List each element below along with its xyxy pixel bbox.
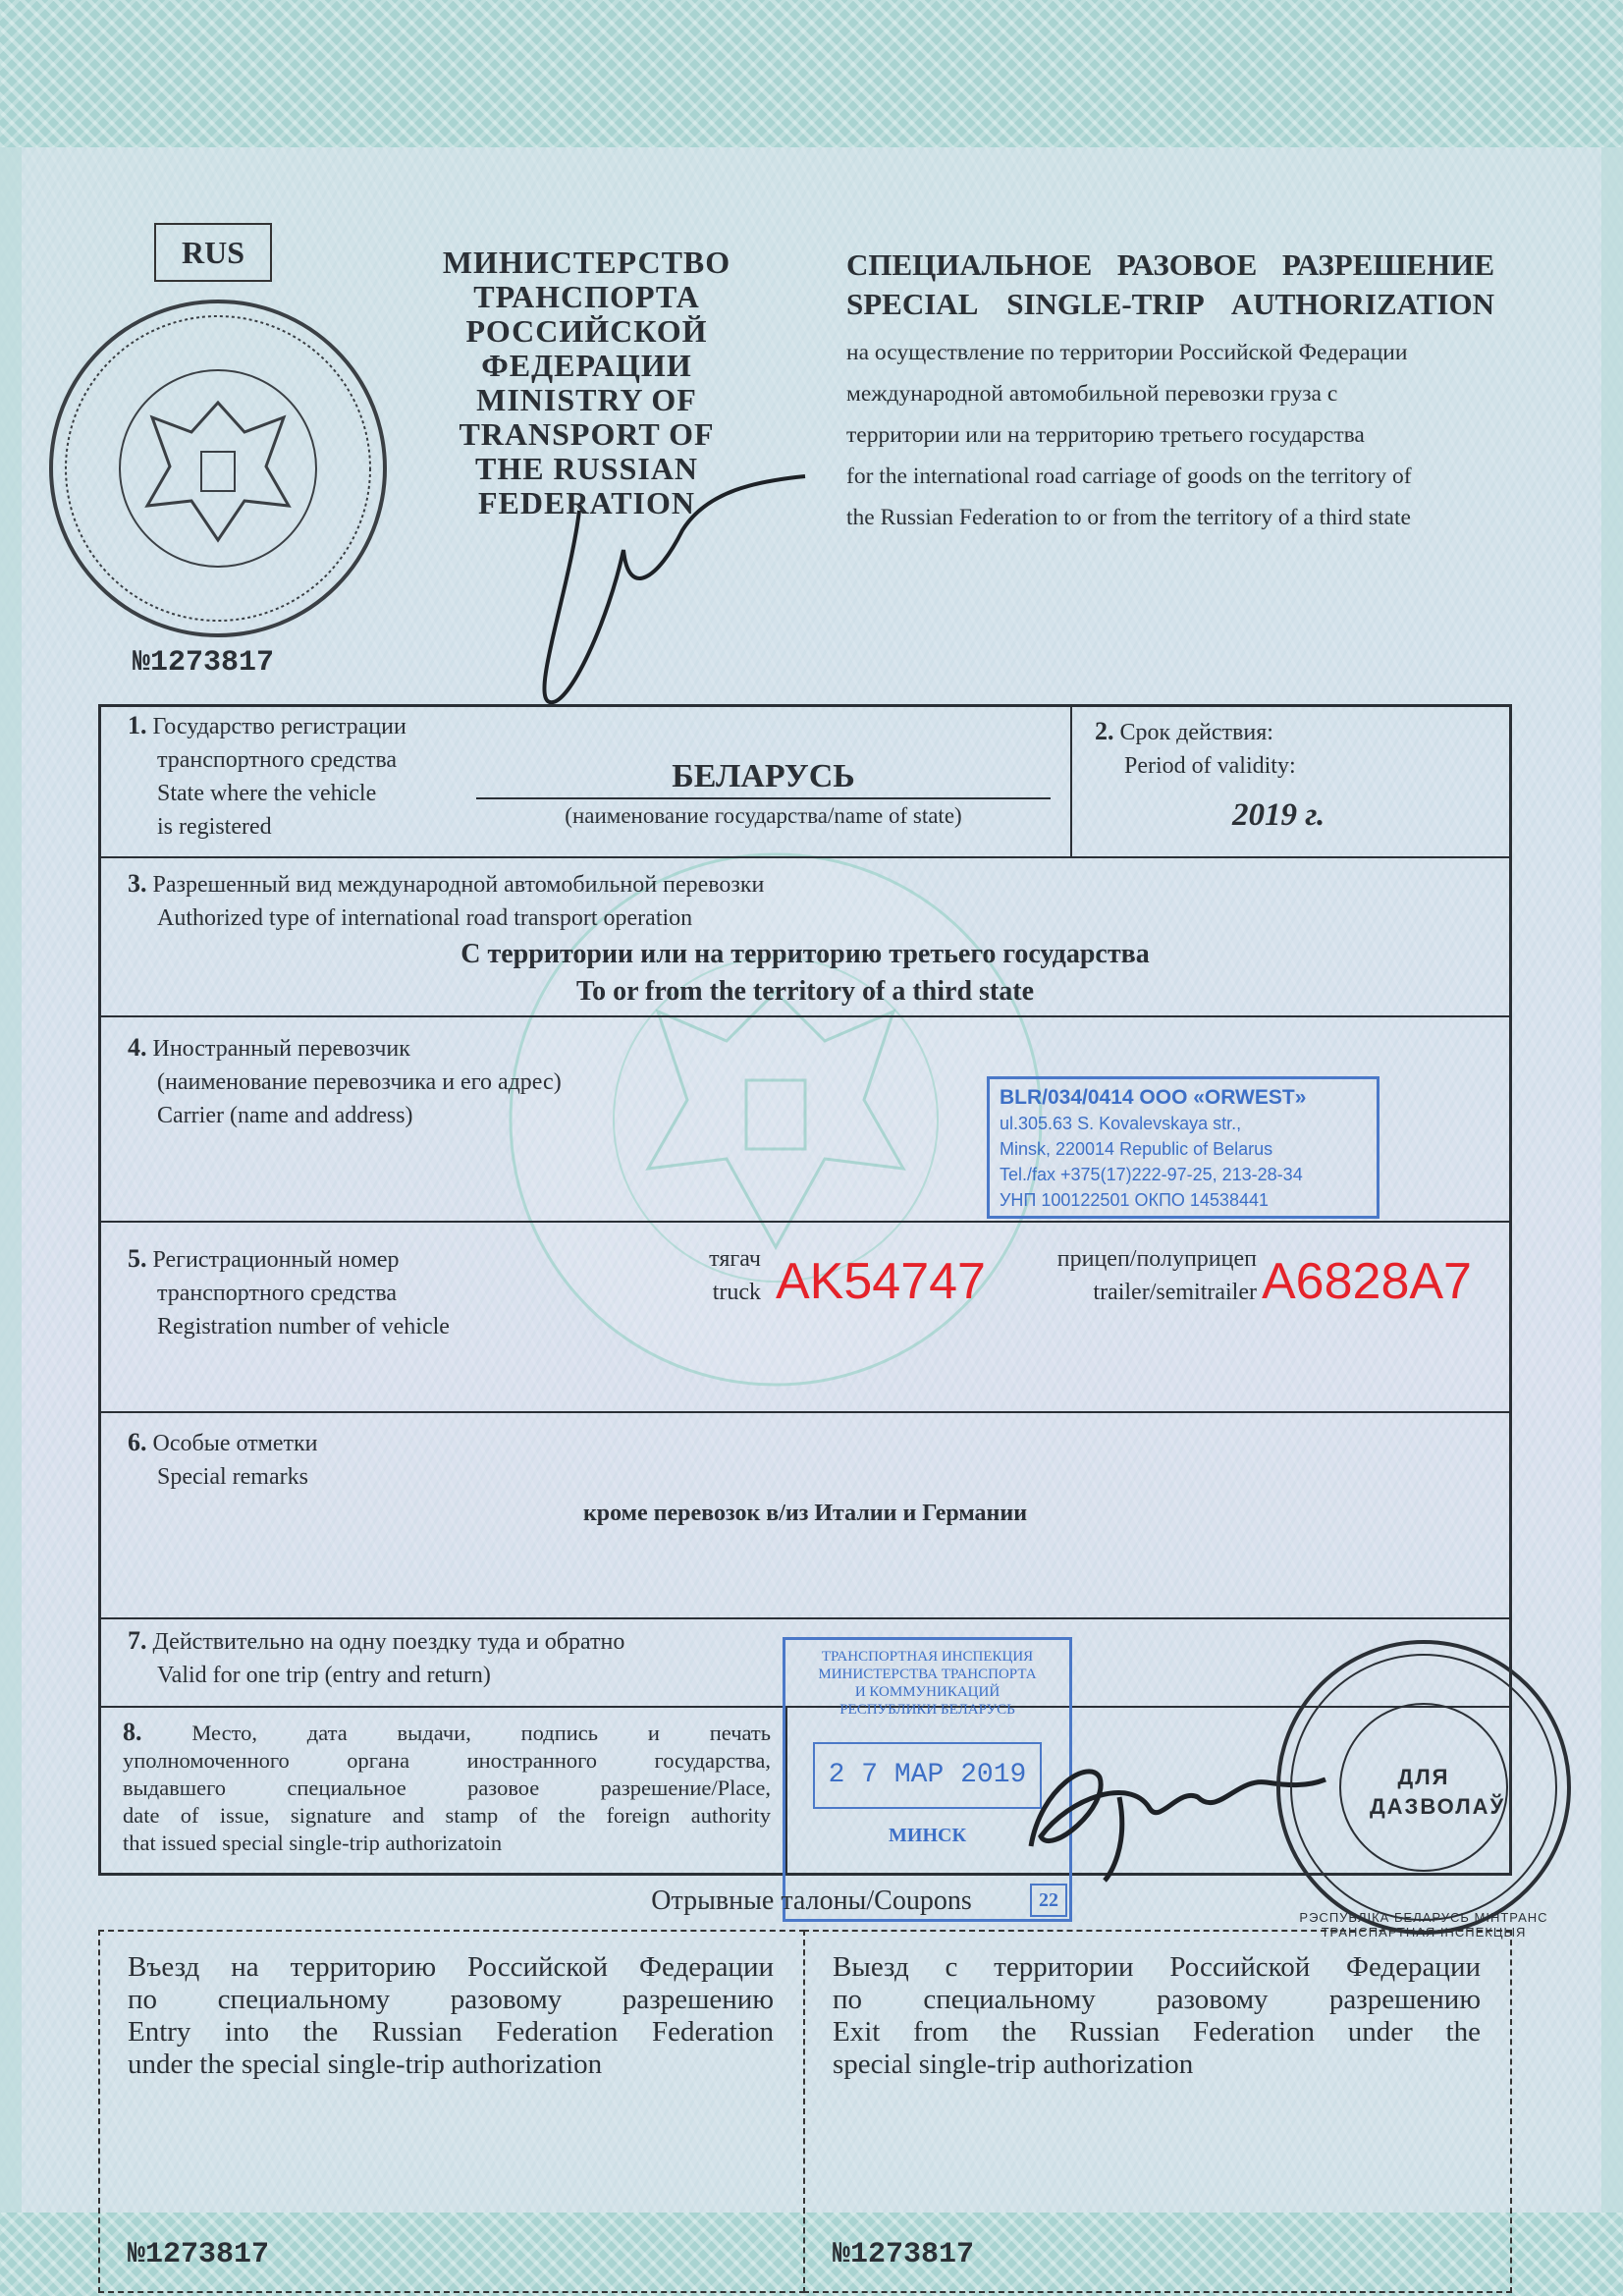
round-stamp-outer-text: РЭСПУБЛІКА БЕЛАРУСЬ МІНТРАНС ТРАНСПАРТНАЯ ІНСПЕКЦЫЯ <box>1299 1910 1548 1940</box>
column-divider <box>1070 704 1072 856</box>
field-8-label-line-5: that issued special single-trip authorizatoin <box>123 1831 503 1855</box>
exit-coupon-line-1: Выезд с территории Российской Федерации <box>833 1951 1481 1983</box>
field-2-number: 2. <box>1095 717 1114 745</box>
coupons-caption: Отрывные талоны/Coupons <box>651 1886 972 1916</box>
truck-label-en: truck <box>712 1280 761 1305</box>
title-en: SPECIAL SINGLE-TRIP AUTHORIZATION <box>846 287 1494 321</box>
description-line-3: территории или на территорию третьего государства <box>846 422 1365 448</box>
stamp-city: МИНСК <box>889 1825 966 1846</box>
round-stamp-inner-2: ДАЗВОЛАЎ <box>1370 1794 1506 1819</box>
field-3-label-line-1: Разрешенный вид международной автомобильной перевозки <box>152 872 765 898</box>
document-title-block <box>846 246 1494 538</box>
carrier-stamp-line-3: Minsk, 220014 Republic of Belarus <box>1000 1139 1273 1159</box>
field-1-label <box>128 709 501 844</box>
description-line-1: на осуществление по территории Российской Федерации <box>846 340 1408 365</box>
round-stamp-center <box>1370 1763 1506 1822</box>
carrier-stamp-line-1: BLR/034/0414 ООО «ORWEST» <box>1000 1086 1307 1109</box>
field-8-number: 8. <box>123 1718 142 1746</box>
field-3-number: 3. <box>128 869 147 898</box>
exit-coupon-line-4: special single-trip authorization <box>833 2049 1194 2080</box>
carrier-stamp-line-4: Tel./fax +375(17)222-97-25, 213-28-34 <box>1000 1165 1303 1184</box>
entry-coupon-line-2: по специальному разовому разрешению <box>128 1984 774 2015</box>
row-divider <box>98 1411 1512 1413</box>
row-divider <box>98 1221 1512 1223</box>
field-1-label-line-1: Государство регистрации <box>152 714 406 739</box>
field-5-label-line-1: Регистрационный номер <box>152 1247 400 1273</box>
field-1-number: 1. <box>128 711 147 739</box>
ministry-en-line-2: TRANSPORT OF <box>459 416 715 452</box>
exit-coupon[interactable] <box>803 1930 1512 2293</box>
stamp-line-2: МИНИСТЕРСТВА ТРАНСПОРТА <box>818 1667 1037 1682</box>
entry-coupon-line-1: Въезд на территорию Российской Федерации <box>128 1951 774 1983</box>
top-guilloche-band <box>0 0 1623 147</box>
field-3-label <box>128 867 1011 935</box>
row-divider <box>98 1015 1512 1017</box>
field-6-label-line-2: Special remarks <box>157 1464 308 1490</box>
row-divider <box>98 1617 1512 1619</box>
field-7-label-line-1: Действительно на одну поездку туда и обратно <box>152 1629 625 1655</box>
description-line-5: the Russian Federation to or from the territory of a third state <box>846 505 1411 530</box>
validity-value: 2019 г. <box>1232 797 1325 833</box>
carrier-stamp <box>987 1076 1380 1219</box>
serial-number: №1273817 <box>133 646 275 680</box>
truck-label-ru: тягач <box>709 1246 761 1272</box>
exit-coupon-line-3: Exit from the Russian Federation under the <box>833 2016 1481 2048</box>
carrier-stamp-line-5: УНП 100122501 ОКПО 14538441 <box>1000 1190 1269 1210</box>
ministry-ru-line-3: РОССИЙСКОЙ <box>465 313 708 349</box>
field-6-number: 6. <box>128 1428 147 1456</box>
field-1-label-line-3: State where the vehicle <box>157 781 377 806</box>
trailer-label-en: trailer/semitrailer <box>1093 1280 1257 1305</box>
entry-coupon-serial: №1273817 <box>128 2238 270 2271</box>
field-4-label <box>128 1031 677 1132</box>
field-5-label-line-2: транспортного средства <box>157 1281 398 1306</box>
vehicle-state-caption: (наименование государства/name of state) <box>565 803 962 828</box>
ministry-en-line-4: FEDERATION <box>478 485 695 520</box>
field-8-label-line-3: выдавшего специальное разовое разрешение/Place, <box>123 1776 771 1800</box>
field-4-label-line-3: Carrier (name and address) <box>157 1103 413 1128</box>
official-signature <box>511 471 835 717</box>
field-7-label-line-2: Valid for one trip (entry and return) <box>157 1663 491 1688</box>
field-2-label-line-2: Period of validity: <box>1124 753 1296 779</box>
carrier-stamp-line-2: ul.305.63 S. Kovalevskaya str., <box>1000 1114 1242 1133</box>
field-7-number: 7. <box>128 1626 147 1655</box>
round-stamp-inner-1: ДЛЯ <box>1397 1765 1450 1789</box>
operation-type-ru: С территории или на территорию третьего государства <box>460 939 1150 969</box>
field-8-label-line-1: Место, дата выдачи, подпись и печать <box>191 1721 772 1745</box>
title-ru: СПЕЦИАЛЬНОЕ РАЗОВОЕ РАЗРЕШЕНИЕ <box>846 247 1494 282</box>
field-6-label-line-1: Особые отметки <box>152 1431 318 1456</box>
ministry-ru-line-4: ФЕДЕРАЦИИ <box>481 348 692 383</box>
trailer-label-ru: прицеп/полуприцеп <box>1056 1246 1257 1272</box>
entry-coupon-line-3: Entry into the Russian Federation Federation <box>128 2016 774 2048</box>
ministry-ru-line-1: МИНИСТЕРСТВО <box>442 245 731 280</box>
truck-plate-number: AK54747 <box>776 1253 986 1310</box>
truck-label <box>687 1242 761 1309</box>
field-5-label-line-3: Registration number of vehicle <box>157 1314 450 1339</box>
field-8-label-line-4: date of issue, signature and stamp of the foreign authority <box>123 1803 771 1828</box>
field-6-label <box>128 1426 520 1494</box>
field-1-label-line-4: is registered <box>157 814 272 840</box>
entry-coupon-text <box>128 1951 774 2081</box>
field-8-label-line-2: уполномоченного органа иностранного государства, <box>123 1748 771 1773</box>
description-line-4: for the international road carriage of goods on the territory of <box>846 464 1412 489</box>
field-1-label-line-2: транспортного средства <box>157 747 398 773</box>
special-remarks-value: кроме перевозок в/из Италии и Германии <box>582 1501 1028 1526</box>
field-5-label <box>128 1242 560 1343</box>
stamp-code: 22 <box>1030 1884 1067 1917</box>
field-5-number: 5. <box>128 1244 147 1273</box>
field-4-label-line-2: (наименование перевозчика и его адрес) <box>157 1069 562 1095</box>
vehicle-state-value: БЕЛАРУСЬ <box>476 756 1051 799</box>
country-code-box: RUS <box>154 223 272 282</box>
field-4-number: 4. <box>128 1033 147 1062</box>
exit-coupon-text <box>833 1951 1481 2081</box>
stamp-line-1: ТРАНСПОРТНАЯ ИНСПЕКЦИЯ <box>821 1649 1034 1665</box>
exit-coupon-line-2: по специальному разовому разрешению <box>833 1984 1481 2015</box>
stamp-line-4: РЕСПУБЛИКИ БЕЛАРУСЬ <box>839 1702 1015 1718</box>
field-2-label <box>1095 715 1488 783</box>
field-4-label-line-1: Иностранный перевозчик <box>152 1036 410 1062</box>
operation-type-en: To or from the territory of a third state <box>575 976 1035 1007</box>
trailer-plate-number: A6828A7 <box>1262 1253 1472 1310</box>
field-3-label-line-2: Authorized type of international road transport operation <box>157 905 693 931</box>
row-divider <box>98 856 1512 858</box>
field-2-label-line-1: Срок действия: <box>1119 720 1273 745</box>
stamp-date: 2 7 MAP 2019 <box>813 1742 1042 1809</box>
field-7-label <box>128 1624 815 1692</box>
ministry-en-line-3: THE RUSSIAN <box>474 451 699 486</box>
ministry-en-line-1: MINISTRY OF <box>476 382 697 417</box>
stamp-line-3: И КОММУНИКАЦИЙ <box>854 1684 1001 1700</box>
description-line-2: международной автомобильной перевозки груза с <box>846 381 1338 407</box>
entry-coupon[interactable] <box>98 1930 805 2293</box>
exit-coupon-serial: №1273817 <box>833 2238 975 2271</box>
ministry-round-seal <box>44 295 393 643</box>
entry-coupon-line-4: under the special single-trip authorization <box>128 2049 603 2080</box>
ministry-ru-line-2: ТРАНСПОРТА <box>473 279 700 314</box>
field-8-label <box>123 1719 771 1857</box>
trailer-label <box>1021 1242 1257 1309</box>
